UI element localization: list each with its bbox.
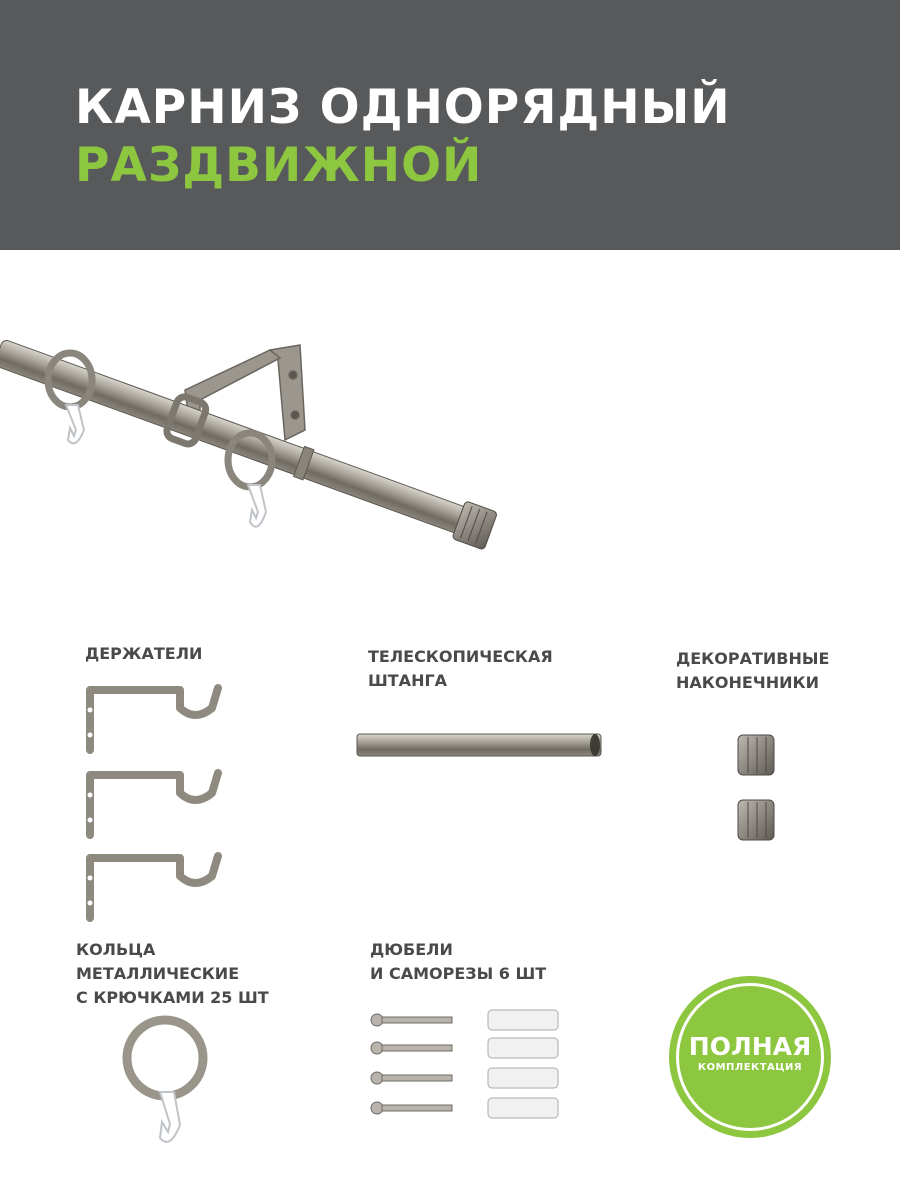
rod-hook-2 — [248, 485, 266, 527]
badge-line-2: КОМПЛЕКТАЦИЯ — [697, 1062, 803, 1073]
badge-line-1: ПОЛНАЯ — [688, 1032, 812, 1061]
rod-label-line-1: ТЕЛЕСКОПИЧЕСКАЯ — [368, 647, 553, 666]
rod-label-line-2: ШТАНГА — [368, 671, 448, 690]
ring-with-hook-image — [120, 1010, 220, 1160]
rod-label — [368, 645, 553, 693]
fasteners-label-line-1: ДЮБЕЛИ — [370, 940, 453, 959]
badge-inner-ring — [676, 983, 824, 1131]
holders-image — [80, 680, 230, 925]
title-line-2: РАЗДВИЖНОЙ — [75, 138, 483, 193]
curtain-rod-product-image — [0, 300, 540, 600]
fasteners-label-line-2: И САМОРЕЗЫ 6 ШТ — [370, 964, 547, 983]
dowels — [488, 1010, 558, 1118]
full-set-badge — [669, 976, 831, 1138]
rings-label-line-2: МЕТАЛЛИЧЕСКИЕ — [76, 964, 240, 983]
rings-label-line-1: КОЛЬЦА — [76, 940, 156, 959]
rod-hook-1 — [66, 405, 84, 443]
finials-image — [735, 730, 780, 845]
title-line-1: КАРНИЗ ОДНОРЯДНЫЙ — [75, 80, 731, 135]
finials-label-line-1: ДЕКОРАТИВНЫЕ — [676, 649, 830, 668]
screws — [371, 1014, 452, 1114]
fasteners-label — [370, 938, 546, 986]
holders-label-text: ДЕРЖАТЕЛИ — [85, 644, 203, 663]
header-banner — [0, 0, 900, 250]
rings-label-line-3: С КРЮЧКАМИ 25 ШТ — [76, 988, 269, 1007]
finials-label — [676, 647, 829, 695]
telescopic-rod-image — [355, 730, 605, 760]
rings-label — [76, 938, 269, 1010]
finials-label-line-2: НАКОНЕЧНИКИ — [676, 673, 819, 692]
holders-label — [85, 642, 202, 666]
screws-and-dowels-image — [368, 1005, 568, 1125]
